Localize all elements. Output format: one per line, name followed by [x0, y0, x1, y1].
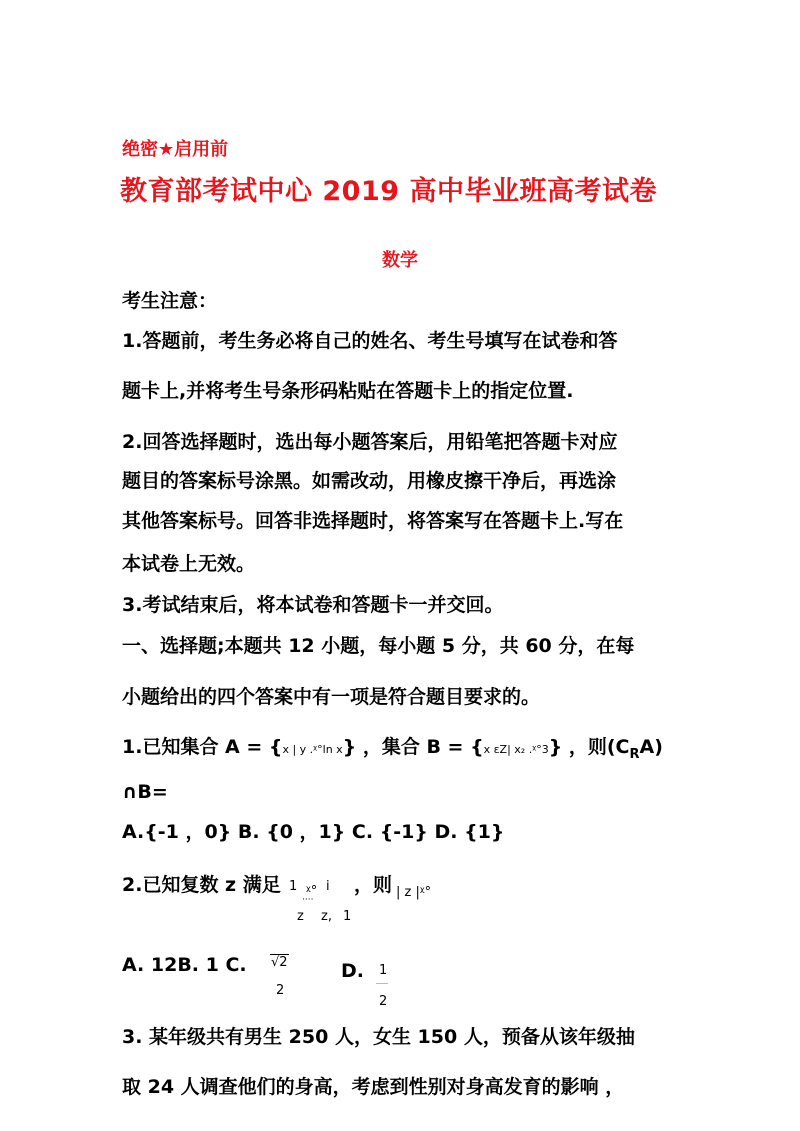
subject-title: 数学 — [382, 250, 418, 271]
secret-label: 绝密★启用前 — [122, 139, 229, 160]
notice-line: 其他答案标号。回答非选择题时，将答案写在答题卡上.写在 — [122, 510, 624, 532]
q2-option-c-den: 2 — [276, 983, 285, 998]
q2-option-d: D. — [341, 960, 364, 982]
question-1 — [122, 738, 663, 761]
section-heading: 一、选择题;本题共 12 小题，每小题 5 分，共 60 分，在每 — [122, 635, 635, 657]
q1-set-a: x | y .ᵡ°ln x — [282, 743, 343, 756]
q2-frac-bot-1: z — [297, 909, 304, 924]
q1-suffix: } ，则(C — [548, 736, 630, 758]
q2-frac-bot-2: z, — [321, 909, 332, 924]
q2-options: A. 12B. 1 C. — [122, 954, 247, 976]
q1-sub: R — [629, 746, 640, 762]
q2-option-d-line — [376, 983, 388, 984]
q2-option-d-num: 1 — [379, 963, 388, 978]
q1-line2: ∩B= — [122, 781, 168, 803]
notice-line: 2.回答选择题时，选出每小题答案后，用铅笔把答题卡对应 — [122, 431, 618, 453]
notice-line: 题目的答案标号涂黑。如需改动，用橡皮擦干净后，再选涂 — [122, 470, 617, 492]
notice-line: 3.考试结束后，将本试卷和答题卡一并交回。 — [122, 594, 504, 616]
q2-then: ，则 — [354, 874, 393, 896]
question-3: 3. 某年级共有男生 250 人，女生 150 人，预备从该年级抽 — [122, 1026, 635, 1048]
notice-heading: 考生注意： — [122, 290, 218, 312]
q2-abs: | z |ᵡ° — [396, 885, 432, 900]
q2-frac-top-2: ᵡ° — [306, 884, 318, 899]
question-2 — [122, 876, 281, 895]
q1-prefix: 1.已知集合 A = { — [122, 736, 283, 758]
notice-line: 1.答题前，考生务必将自己的姓名、考生号填写在试卷和答 — [122, 330, 618, 352]
q1-tail: A) — [639, 736, 663, 758]
q2-prefix: 2.已知复数 z 满足 — [122, 874, 281, 896]
q2-frac-top-3: i — [326, 879, 330, 894]
question-3-cont: 取 24 人调查他们的身高，考虑到性别对身高发育的影响 ， — [122, 1076, 625, 1098]
q2-option-d-den: 2 — [379, 994, 388, 1009]
q2-frac-dots: ···· — [302, 895, 314, 905]
q2-option-c-num: √2 — [271, 955, 288, 970]
q1-set-b: x εZ| x₂ .ᵡ°3 — [483, 743, 549, 756]
notice-line: 本试卷上无效。 — [122, 553, 256, 575]
q1-options: A.{-1 ，0} B. {0 ，1} C. {-1} D. {1} — [122, 821, 505, 843]
q1-mid: } ，集合 B = { — [342, 736, 484, 758]
exam-title: 教育部考试中心 2019 高中毕业班高考试卷 — [120, 176, 657, 207]
q2-frac-bot-3: 1 — [343, 909, 352, 924]
section-heading-cont: 小题给出的四个答案中有一项是符合题目要求的。 — [122, 686, 541, 708]
q2-frac-top-1: 1 — [289, 879, 298, 894]
notice-line: 题卡上,并将考生号条形码粘贴在答题卡上的指定位置. — [122, 380, 574, 402]
